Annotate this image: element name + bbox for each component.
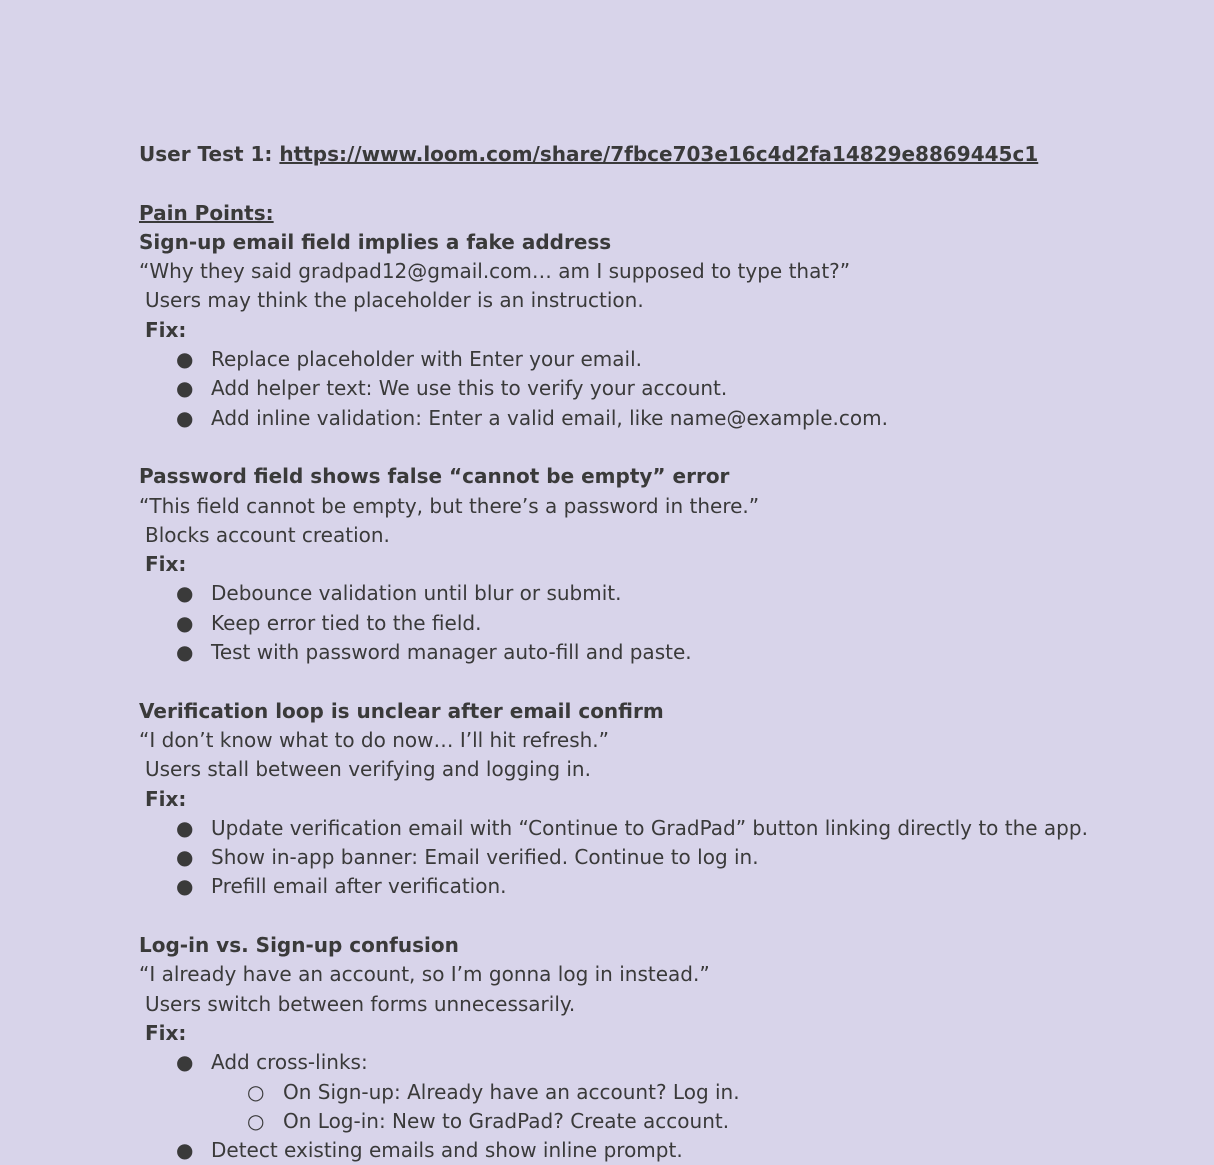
fix-item: ● Debounce validation until blur or submit. bbox=[139, 579, 1199, 608]
bullet-icon: ● bbox=[176, 581, 194, 606]
fix-item: ● Replace placeholder with Enter your email. bbox=[139, 345, 1199, 374]
bullet-icon: ● bbox=[176, 815, 194, 840]
section-impact: Users switch between forms unnecessarily. bbox=[145, 991, 576, 1016]
fix-item: ● Detect existing emails and show inline prompt. bbox=[139, 1136, 1199, 1165]
pain-points-title: Pain Points: bbox=[139, 200, 274, 225]
bullet-icon: ● bbox=[176, 1138, 194, 1163]
fix-item: ● Prefill email after verification. bbox=[139, 872, 1199, 901]
bullet-icon: ● bbox=[176, 874, 194, 899]
section-quote: “This field cannot be empty, but there’s a password in there.” bbox=[139, 493, 760, 518]
section-title: Verification loop is unclear after email confirm bbox=[139, 698, 664, 723]
fix-item: ● Update verification email with “Continue to GradPad” button linking directly to the app. bbox=[139, 814, 1199, 843]
fix-label: Fix: bbox=[145, 1020, 187, 1045]
fix-item: ● Add helper text: We use this to verify your account. bbox=[139, 374, 1199, 403]
fix-item: ● Test with password manager auto-fill and paste. bbox=[139, 638, 1199, 667]
section-impact: Blocks account creation. bbox=[145, 522, 390, 547]
fix-item: ● Add cross-links: bbox=[139, 1048, 1199, 1077]
bullet-icon: ● bbox=[176, 845, 194, 870]
sub-fix-item: ○ On Log-in: New to GradPad? Create account. bbox=[139, 1107, 1199, 1136]
bullet-icon: ● bbox=[176, 376, 194, 401]
bullet-icon: ● bbox=[176, 640, 194, 665]
loom-link[interactable]: https://www.loom.com/share/7fbce703e16c4d2fa14829e8869445c1 bbox=[279, 142, 1039, 166]
section-quote: “I don’t know what to do now… I’ll hit refresh.” bbox=[139, 727, 610, 752]
section-impact: Users stall between verifying and logging in. bbox=[145, 757, 591, 782]
test-header bbox=[139, 140, 1199, 169]
bullet-icon: ● bbox=[176, 1050, 194, 1075]
document-body bbox=[139, 140, 1199, 1165]
bullet-icon: ● bbox=[176, 610, 194, 635]
section-quote: “I already have an account, so I’m gonna log in instead.” bbox=[139, 962, 710, 987]
section-impact: Users may think the placeholder is an instruction. bbox=[145, 288, 644, 313]
sub-bullet-icon: ○ bbox=[247, 1079, 265, 1104]
fix-label: Fix: bbox=[145, 317, 187, 342]
fix-item: ● Show in-app banner: Email verified. Continue to log in. bbox=[139, 843, 1199, 872]
bullet-icon: ● bbox=[176, 347, 194, 372]
section-title: Log-in vs. Sign-up confusion bbox=[139, 933, 459, 958]
fix-item: ● Keep error tied to the field. bbox=[139, 609, 1199, 638]
test-header-label: User Test 1: bbox=[139, 142, 280, 166]
section-quote: “Why they said gradpad12@gmail.com… am I supposed to type that?” bbox=[139, 259, 851, 284]
section-title: Sign-up email field implies a fake address bbox=[139, 229, 612, 254]
fix-label: Fix: bbox=[145, 786, 187, 811]
sub-fix-item: ○ On Sign-up: Already have an account? Log in. bbox=[139, 1078, 1199, 1107]
fix-item: ● Add inline validation: Enter a valid email, like name@example.com. bbox=[139, 404, 1199, 433]
fix-label: Fix: bbox=[145, 552, 187, 577]
bullet-icon: ● bbox=[176, 405, 194, 430]
sub-bullet-icon: ○ bbox=[247, 1108, 265, 1133]
section-title: Password field shows false “cannot be empty” error bbox=[139, 464, 730, 489]
